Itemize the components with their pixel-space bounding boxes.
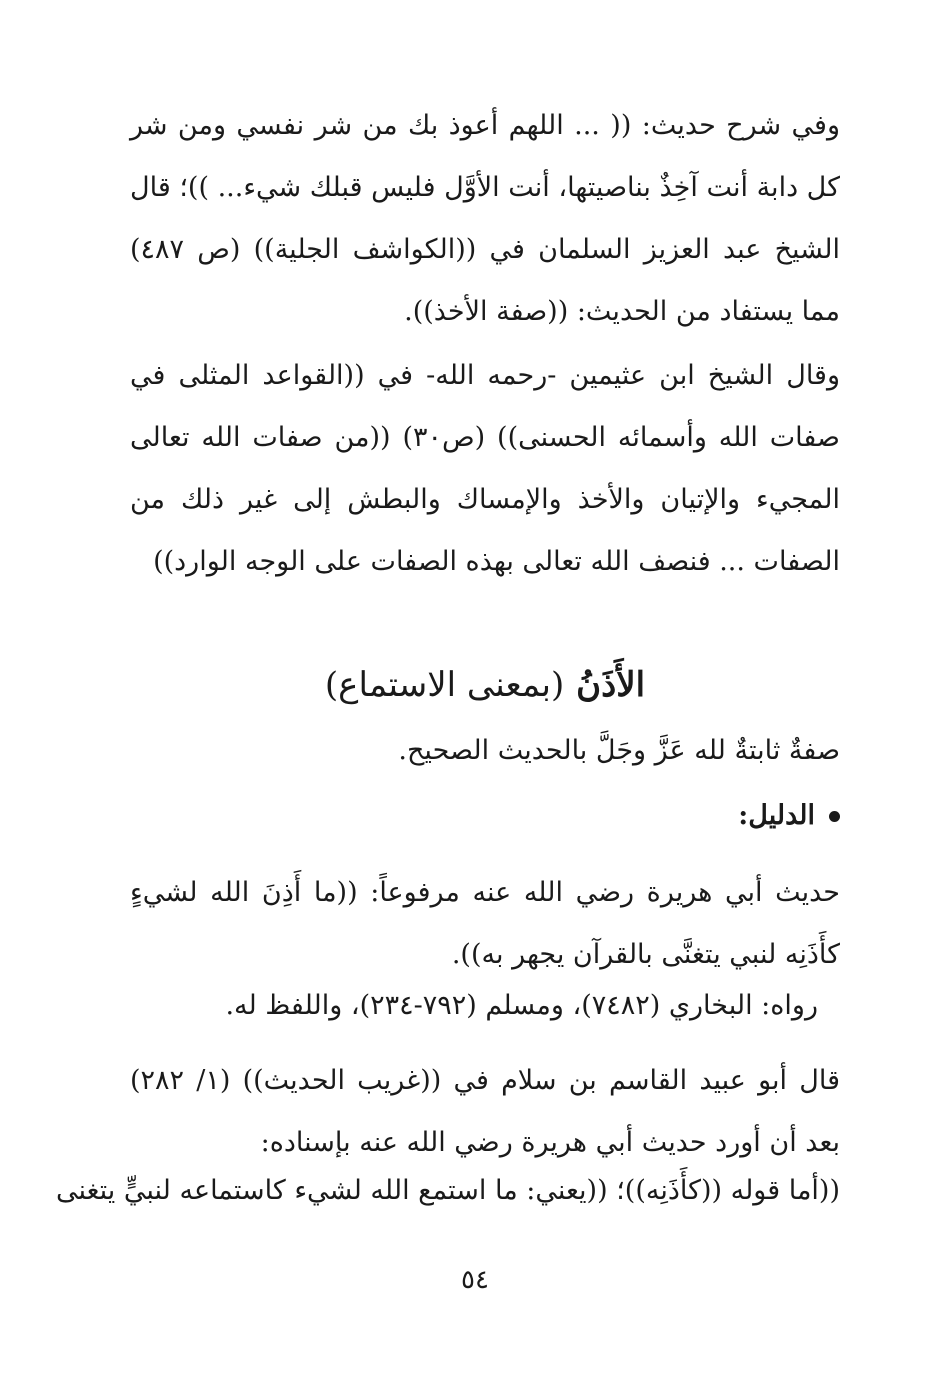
section-heading-sub: (بمعنى الاستماع) (324, 665, 565, 705)
hadith-source: رواه: البخاري (٧٤٨٢)، ومسلم (٧٩٢-٢٣٤)، واللفظ له. (225, 990, 818, 1021)
section-heading-main: الأَذَنُ (576, 665, 646, 705)
paragraph-ibn-uthaymin: وقال الشيخ ابن عثيمين -رحمه الله- في ((القواعد المثلى في صفات الله وأسمائه الحسنى)) (ص٣٠) ((من صفات الله تعالى المجيء والإتيان والأخذ والإمساك والبطش إلى غير ذلك من الصفات ... فنصف الله تعالى بهذه الصفات على الوجه الوارد)) (130, 360, 840, 577)
evidence-label (130, 800, 840, 831)
section-heading (130, 665, 840, 705)
section-intro: صفةٌ ثابتةٌ لله عَزَّ وجَلَّ بالحديث الصحيح. (398, 735, 840, 766)
page-number: ٥٤ (461, 1265, 489, 1295)
evidence-label-text: الدليل: (738, 800, 815, 831)
bullet-icon (829, 811, 840, 822)
paragraph-hadith-abu-hurayra: حديث أبي هريرة رضي الله عنه مرفوعاً: ((ما أَذِنَ الله لشيءٍ كأَذَنِه لنبي يتغنَّى بالقرآن يجهر به)). (130, 877, 840, 970)
paragraph-quote-start: ((أما قوله ((كأَذَنِه))؛ ((يعني: ما استمع الله لشيء كاستماعه لنبيٍّ يتغنى (55, 1175, 840, 1206)
paragraph-sharh-hadith: وفي شرح حديث: (( ... اللهم أعوذ بك من شر نفسي ومن شر كل دابة أنت آخِذٌ بناصيتها، أنت الأوَّل فليس قبلك شيء... ))؛ قال الشيخ عبد العزيز السلمان في ((الكواشف الجلية)) (ص ٤٨٧) مما يستفاد من الحديث: ((صفة الأخذ)). (130, 110, 840, 327)
paragraph-abu-ubayd: قال أبو عبيد القاسم بن سلام في ((غريب الحديث)) (١/ ٢٨٢) بعد أن أورد حديث أبي هريرة رضي الله عنه بإسناده: (130, 1065, 840, 1158)
